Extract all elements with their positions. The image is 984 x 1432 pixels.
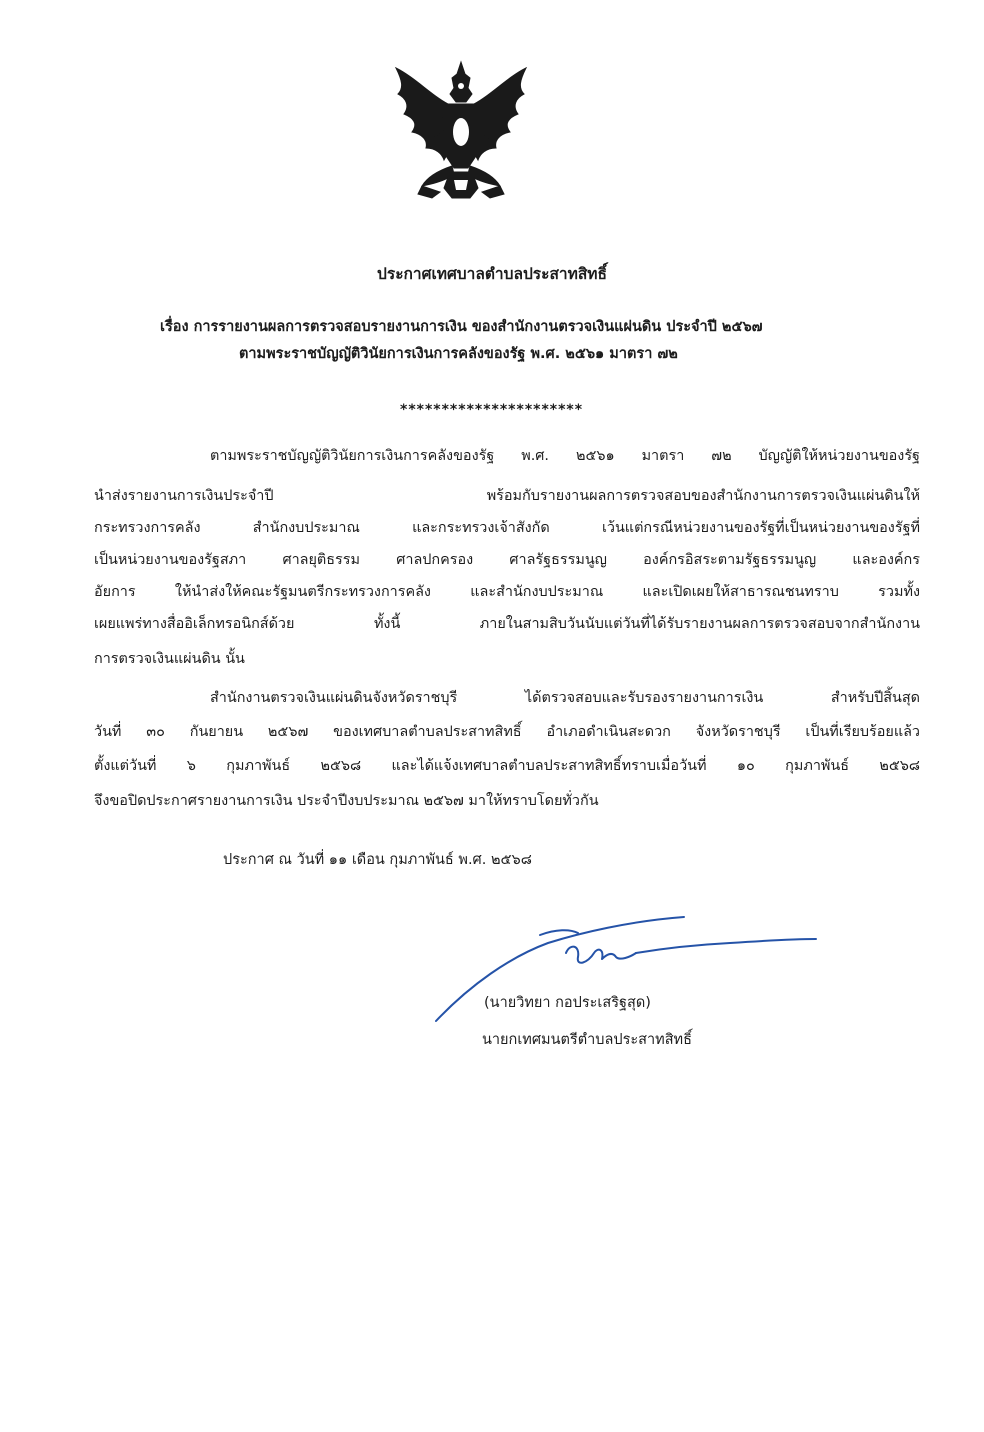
announcement-title: ประกาศเทศบาลตำบลประสาทสิทธิ์ [377,265,607,283]
signatory-name: (นายวิทยา กอประเสริฐสุด) [484,995,651,1011]
paragraph-2-line: วันที่ ๓๐ กันยายน ๒๕๖๗ ของเทศบาลตำบลประสาทสิทธิ์ อำเภอดำเนินสะดวก จังหวัดราชบุรี เป็นที่เรียบร้อยแล้ว [94,724,920,740]
signatory-position: นายกเทศมนตรีตำบลประสาทสิทธิ์ [482,1032,692,1048]
paragraph-2-line: จึงขอปิดประกาศรายงานการเงิน ประจำปีงบประมาณ ๒๕๖๗ มาให้ทราบโดยทั่วกัน [94,793,599,809]
paragraph-1-line: เผยแพร่ทางสื่ออิเล็กทรอนิกส์ด้วย ทั้งนี้ ภายในสามสิบวันนับแต่วันที่ได้รับรายงานผลการตรวจสอบจากสำนักงาน [94,616,920,632]
subject-line-1: เรื่อง การรายงานผลการตรวจสอบรายงานการเงิน ของสำนักงานตรวจเงินแผ่นดิน ประจำปี ๒๕๖๗ [160,319,763,335]
paragraph-1-line: เป็นหน่วยงานของรัฐสภา ศาลยุติธรรม ศาลปกครอง ศาลรัฐธรรมนูญ องค์กรอิสระตามรัฐธรรมนูญ และองค์กร [94,552,920,568]
subject-line-2: ตามพระราชบัญญัติวินัยการเงินการคลังของรัฐ พ.ศ. ๒๕๖๑ มาตรา ๗๒ [239,346,678,362]
separator-stars: ********************** [400,402,584,418]
announce-date: ประกาศ ณ วันที่ ๑๑ เดือน กุมภาพันธ์ พ.ศ. ๒๕๖๘ [223,852,532,868]
paragraph-1-line: การตรวจเงินแผ่นดิน นั้น [94,651,245,667]
paragraph-1-line: อัยการ ให้นำส่งให้คณะรัฐมนตรีกระทรวงการคลัง และสำนักงบประมาณ และเปิดเผยให้สาธารณชนทราบ รวมทั้ง [94,584,920,600]
paragraph-2-line: ตั้งแต่วันที่ ๖ กุมภาพันธ์ ๒๕๖๘ และได้แจ้งเทศบาลตำบลประสาทสิทธิ์ทราบเมื่อวันที่ ๑๐ กุมภาพันธ์ ๒๕๖๘ [94,758,920,774]
paragraph-1-line: นำส่งรายงานการเงินประจำปี พร้อมกับรายงานผลการตรวจสอบของสำนักงานการตรวจเงินแผ่นดินให้ [94,488,920,504]
paragraph-2-line: สำนักงานตรวจเงินแผ่นดินจังหวัดราชบุรี ได้ตรวจสอบและรับรองรายงานการเงิน สำหรับปีสิ้นสุด [210,690,920,706]
paragraph-1-line: กระทรวงการคลัง สำนักงบประมาณ และกระทรวงเจ้าสังกัด เว้นแต่กรณีหน่วยงานของรัฐที่เป็นหน่วยงานของรัฐที่ [94,520,920,536]
garuda-emblem-icon [382,58,540,208]
paragraph-1-line: ตามพระราชบัญญัติวินัยการเงินการคลังของรัฐ พ.ศ. ๒๕๖๑ มาตรา ๗๒ บัญญัติให้หน่วยงานของรัฐ [210,448,920,464]
